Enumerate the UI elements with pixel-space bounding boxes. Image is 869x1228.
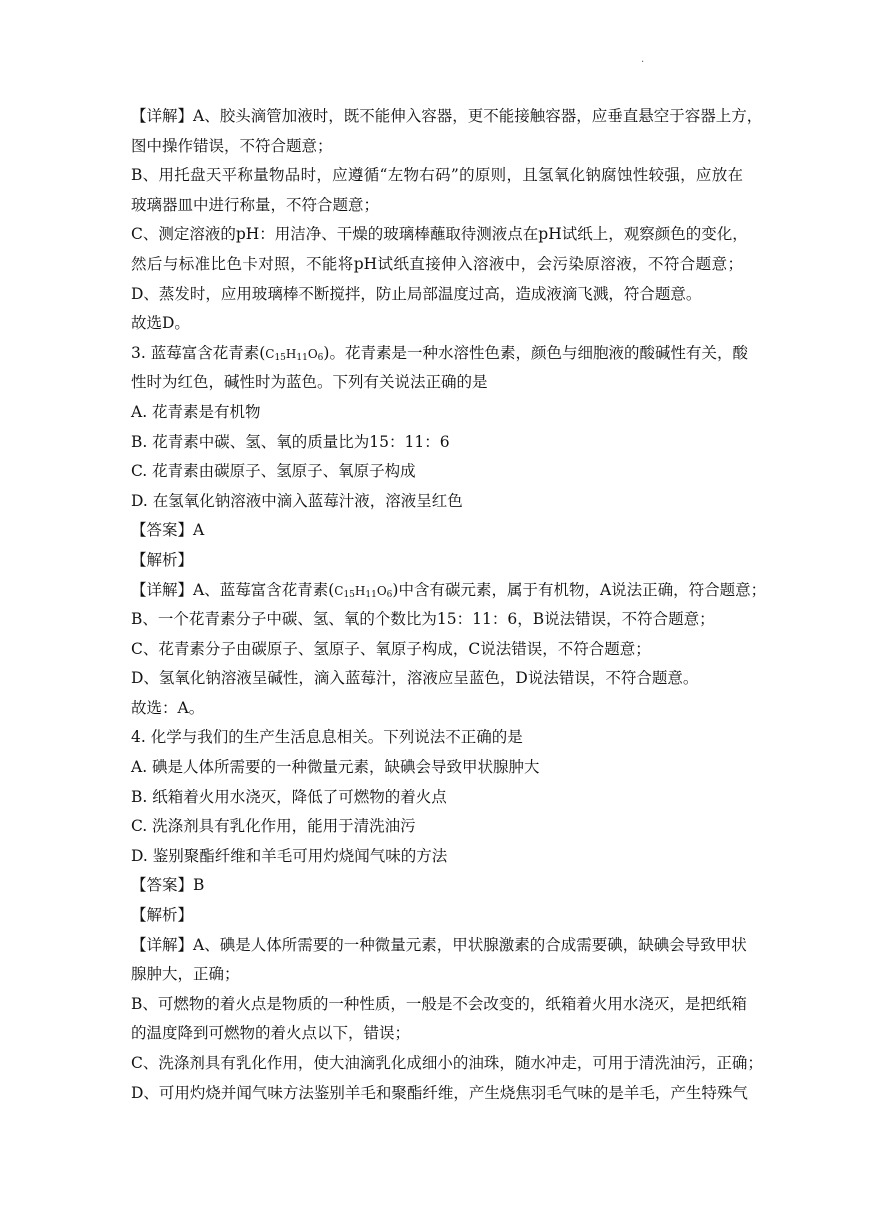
answer-label: 【答案】B: [131, 876, 205, 895]
text-line: 然后与标准比色卡对照，不能将pH试纸直接伸入溶液中，会污染原溶液，不符合题意；: [131, 254, 743, 273]
text-line: D、可用灼烧并闻气味方法鉴别羊毛和聚酯纤维，产生烧焦羽毛气味的是羊毛，产生特殊气: [131, 1083, 748, 1102]
text-line: C、花青素分子由碳原子、氢原子、氧原子构成，C说法错误，不符合题意；: [131, 639, 651, 658]
text-line: 玻璃器皿中进行称量，不符合题意；: [131, 195, 380, 214]
text-line: D、蒸发时，应用玻璃棒不断搅拌，防止局部温度过高，造成液滴飞溅，符合题意。: [131, 284, 702, 303]
text-line: C、洗涤剂具有乳化作用，使大油滴乳化成细小的油珠，随水冲走，可用于清洗油污，正确；: [131, 1054, 763, 1072]
text-line: 【详解】A、胶头滴管加液时，既不能伸入容器，更不能接触容器，应垂直悬空于容器上方，: [131, 107, 763, 125]
text-line: 故选D。: [131, 314, 190, 333]
option-c: C. 洗涤剂具有乳化作用，能用于清洗油污: [131, 817, 416, 836]
option-a: A. 花青素是有机物: [131, 402, 261, 421]
option-b: B. 纸箱着火用水浇灭，降低了可燃物的着火点: [131, 787, 447, 806]
answer-label: 【答案】A: [131, 521, 205, 540]
option-b: B. 花青素中碳、氢、氧的质量比为15：11：6: [131, 432, 450, 451]
text-segment: )。花青素是一种水溶性色素，颜色与细胞液的酸碱性有关，酸: [323, 343, 748, 362]
analysis-label: 【解析】: [131, 550, 194, 569]
text-line: C、测定溶液的pH：用洁净、干燥的玻璃棒蘸取待测液点在pH试纸上，观察颜色的变化，: [131, 225, 748, 244]
text-line: B、一个花青素分子中碳、氢、氧的个数比为15：11：6，B说法错误，不符合题意；: [131, 610, 715, 629]
text-line: B、用托盘天平称量物品时，应遵循“左物右码”的原则，且氢氧化钠腐蚀性较强，应放在: [131, 166, 743, 185]
text-segment: )中含有碳元素，属于有机物，A说法正确，符合题意；: [392, 580, 767, 599]
text-line: B、可燃物的着火点是物质的一种性质，一般是不会改变的，纸箱着火用水浇灭，是把纸箱: [131, 994, 747, 1013]
text-line: 图中操作错误，不符合题意；: [131, 136, 333, 155]
detail-line: [131, 576, 767, 606]
text-line: 性时为红色，碱性时为蓝色。下列有关说法正确的是: [131, 373, 488, 392]
text-line: D、氢氧化钠溶液呈碱性，滴入蓝莓汁，溶液应呈蓝色，D说法错误，不符合题意。: [131, 669, 699, 688]
text-line: 故选：A。: [131, 698, 205, 717]
header-mark: .: [641, 54, 645, 65]
text-line: 【详解】A、碘是人体所需要的一种微量元素，甲状腺激素的合成需要碘，缺碘会导致甲状: [131, 935, 747, 954]
text-line: 腺肿大，正确；: [131, 965, 240, 984]
text-segment: 3. 蓝莓富含花青素(: [131, 343, 266, 362]
text-segment: 【详解】A、蓝莓富含花青素(: [131, 580, 335, 599]
option-d: D. 鉴别聚酯纤维和羊毛可用灼烧闻气味的方法: [131, 846, 448, 865]
option-a: A. 碘是人体所需要的一种微量元素，缺碘会导致甲状腺肿大: [131, 758, 540, 777]
analysis-label: 【解析】: [131, 906, 194, 925]
chemical-formula: $C_{15}H_{11}O_6$: [334, 583, 393, 600]
chemical-formula: $C_{15}H_{11}O_6$: [265, 346, 324, 363]
document-body: [131, 102, 767, 1108]
option-c: C. 花青素由碳原子、氢原子、氧原子构成: [131, 462, 416, 481]
option-d: D. 在氢氧化钠溶液中滴入蓝莓汁液，溶液呈红色: [131, 491, 463, 510]
text-line: 的温度降到可燃物的着火点以下，错误；: [131, 1024, 411, 1043]
question-3-stem: [131, 339, 748, 369]
question-4-stem: 4. 化学与我们的生产生活息息相关。下列说法不正确的是: [131, 728, 523, 747]
